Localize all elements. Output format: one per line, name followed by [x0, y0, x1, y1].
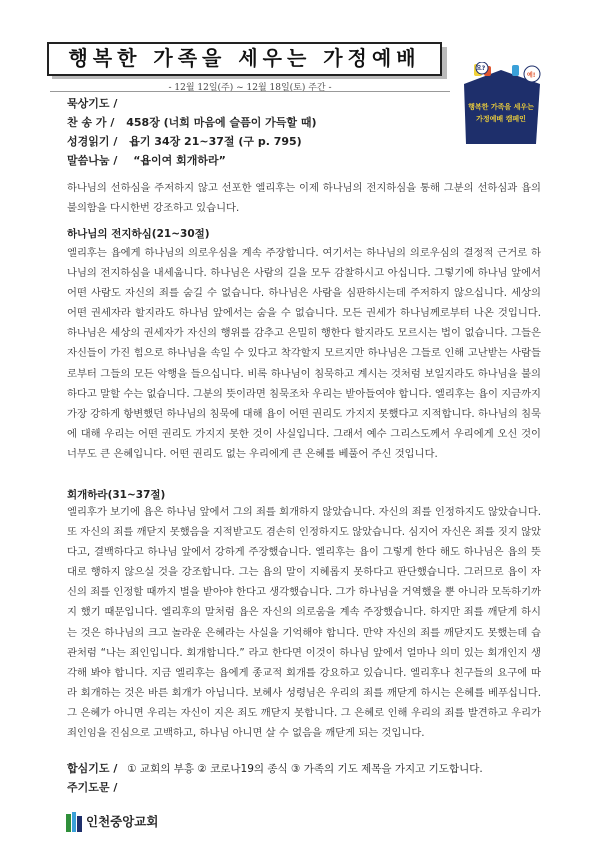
- reading-label: 성경읽기 /: [67, 135, 118, 148]
- section1-heading: 하나님의 전지하심(21~30절): [67, 228, 210, 240]
- church-name: 인천중앙교회: [86, 814, 159, 829]
- badge-bubble-1: 요?: [476, 65, 486, 72]
- section2-body: 엘리후가 보기에 욥은 하나님 앞에서 그의 죄를 회개하지 않았습니다. 자신의 죄를 인정하지도 않았습니다. 또 자신의 죄를 깨닫지 못했음을 지적받고도 겸손히 인정하지도 않았습니다. 심지어 자신은 죄를 짓지 않았다고, 결백하다고 하나님 앞에서 강하게 주장했습니다. 엘리후는 욥이 그렇게 한다 해도 하나님은 욥의 뜻대로 행하지 않으실 것을 강조합니다. 그는 욥의 말이 지혜롭지 못하다고 판단했습니다. 그러므로 욥이 자신의 죄를 인정할 때까지 벌을 받아야 한다고 생각했습니다. 그가 하나님을 거역했을 뿐 아니라 모독하기까지 했기 때문입니다. 엘리후의 말처럼 욥은 자신의 의로움을 계속 주장했습니다. 하지만 죄를 깨닫게 하시는 것은 하나님의 크고 놀라운 은혜라는 사실을 기억해야 합니다. 만약 자신의 죄를 깨닫지도 못했는데 습관처럼 “나는 죄인입니다. 회개합니다.” 라고 한다면 이것이 하나님 앞에서 얼마나 의미 있는 회개인지 생각해 봐야 합니다. 지금 엘리후는 욥에게 종교적 회개를 강요하고 있습니다. 엘리후나 친구들의 요구에 따라 회개하는 것은 바른 회개가 아닙니다. 보혜사 성령님은 우리의 죄를 깨닫게 하시는 은혜를 베푸십니다. 그 은혜가 아니면 우리는 자신이 지은 죄도 깨닫지 못합니다. 그 은혜로 인해 우리의 죄를 발견하고 우리가 죄인임을 진심으로 고백하고, 하나님 아니면 살 수 없음을 깨닫게 되는 것입니다.: [67, 506, 541, 740]
- campaign-badge: [456, 62, 546, 150]
- badge-text-2: 가정예배 캠페인: [476, 115, 526, 123]
- prayer-row: [67, 760, 483, 776]
- reading-row: [67, 133, 302, 149]
- prayer-value: ① 교회의 부흥 ② 코로나19의 종식 ③ 가족의 기도 제목을 가지고 기도합니다.: [127, 763, 483, 775]
- silent-prayer-label: 묵상기도 /: [67, 97, 118, 110]
- hymn-label: 찬 송 가 /: [67, 116, 115, 129]
- lords-prayer-row: [67, 779, 117, 795]
- church-logo-icon: [66, 812, 82, 832]
- intro-paragraph: 하나님의 선하심을 주저하지 않고 선포한 엘리후는 이제 하나님의 전지하심을 통해 그분의 선하심과 욥의 불의함을 다시한번 강조하고 있습니다.: [67, 182, 541, 215]
- reading-value: 욥기 34장 21~37절 (구 p. 795): [129, 135, 302, 148]
- hymn-row: [67, 114, 317, 130]
- hymn-value: 458장 (너희 마음에 슬픔이 가득할 때): [126, 116, 317, 129]
- week-dates: - 12월 12일(주) ~ 12월 18일(토) 주간 -: [168, 83, 332, 93]
- header-divider: [50, 91, 450, 92]
- church-logo: [66, 811, 82, 831]
- sharing-value: “욥이여 회개하라”: [133, 154, 226, 167]
- badge-bubble-2: 예!: [527, 72, 536, 79]
- page-title: 행복한 가족을 세우는 가정예배: [68, 46, 421, 70]
- sharing-row: [67, 152, 226, 168]
- badge-text-1: 행복한 가족을 세우는: [468, 103, 534, 111]
- section1-body: 엘리후는 욥에게 하나님의 의로우심을 계속 주장합니다. 여기서는 하나님의 의로우심의 결정적 근거로 하나님의 전지하심을 내세웁니다. 하나님은 사람의 길을 모두 감찰하시고 아십니다. 그렇기에 하나님 앞에서 어떤 사람도 자신의 죄를 숨길 수 없습니다. 하나님은 사람을 심판하시는데 주저하지 않으십니다. 세상의 어떤 권세자라 할지라도 하나님 앞에서는 숨을 수 없습니다. 모든 권세가 하나님께로부터 나온 것입니다. 하나님은 세상의 권세자가 자신의 행위를 감추고 은밀히 행한다 할지라도 모르시는 법이 없습니다. 그들은 자신들이 가진 힘으로 하나님을 속일 수 있다고 착각할지 모르지만 하나님은 그들로 인해 고난받는 사람들로부터 그들의 모든 악행을 들으십니다. 비록 하나님이 침묵하고 계시는 것처럼 보일지라도 하나님을 불의하다고 말할 수는 없습니다. 그분의 뜻이라면 침묵조차 우리는 받아들여야 합니다. 엘리후는 욥이 지금까지 가장 강하게 항변했던 하나님의 침묵에 대해 욥이 어떤 권리도 가지지 못했다고 지적합니다. 하나님의 침묵에 대해 우리는 어떤 권리도 가지지 못한 것이 사실입니다. 그래서 예수 그리스도께서 우리에게 오신 것이 너무도 큰 은혜입니다. 어떤 권리도 없는 우리에게 큰 은혜를 베풀어 주신 것입니다.: [67, 247, 541, 460]
- sharing-label: 말씀나눔 /: [67, 154, 118, 167]
- silent-prayer-row: [67, 95, 117, 111]
- lords-prayer-label: 주기도문 /: [67, 781, 118, 794]
- section2-heading: 회개하라(31~37절): [67, 489, 166, 501]
- prayer-label: 합심기도 /: [67, 762, 118, 775]
